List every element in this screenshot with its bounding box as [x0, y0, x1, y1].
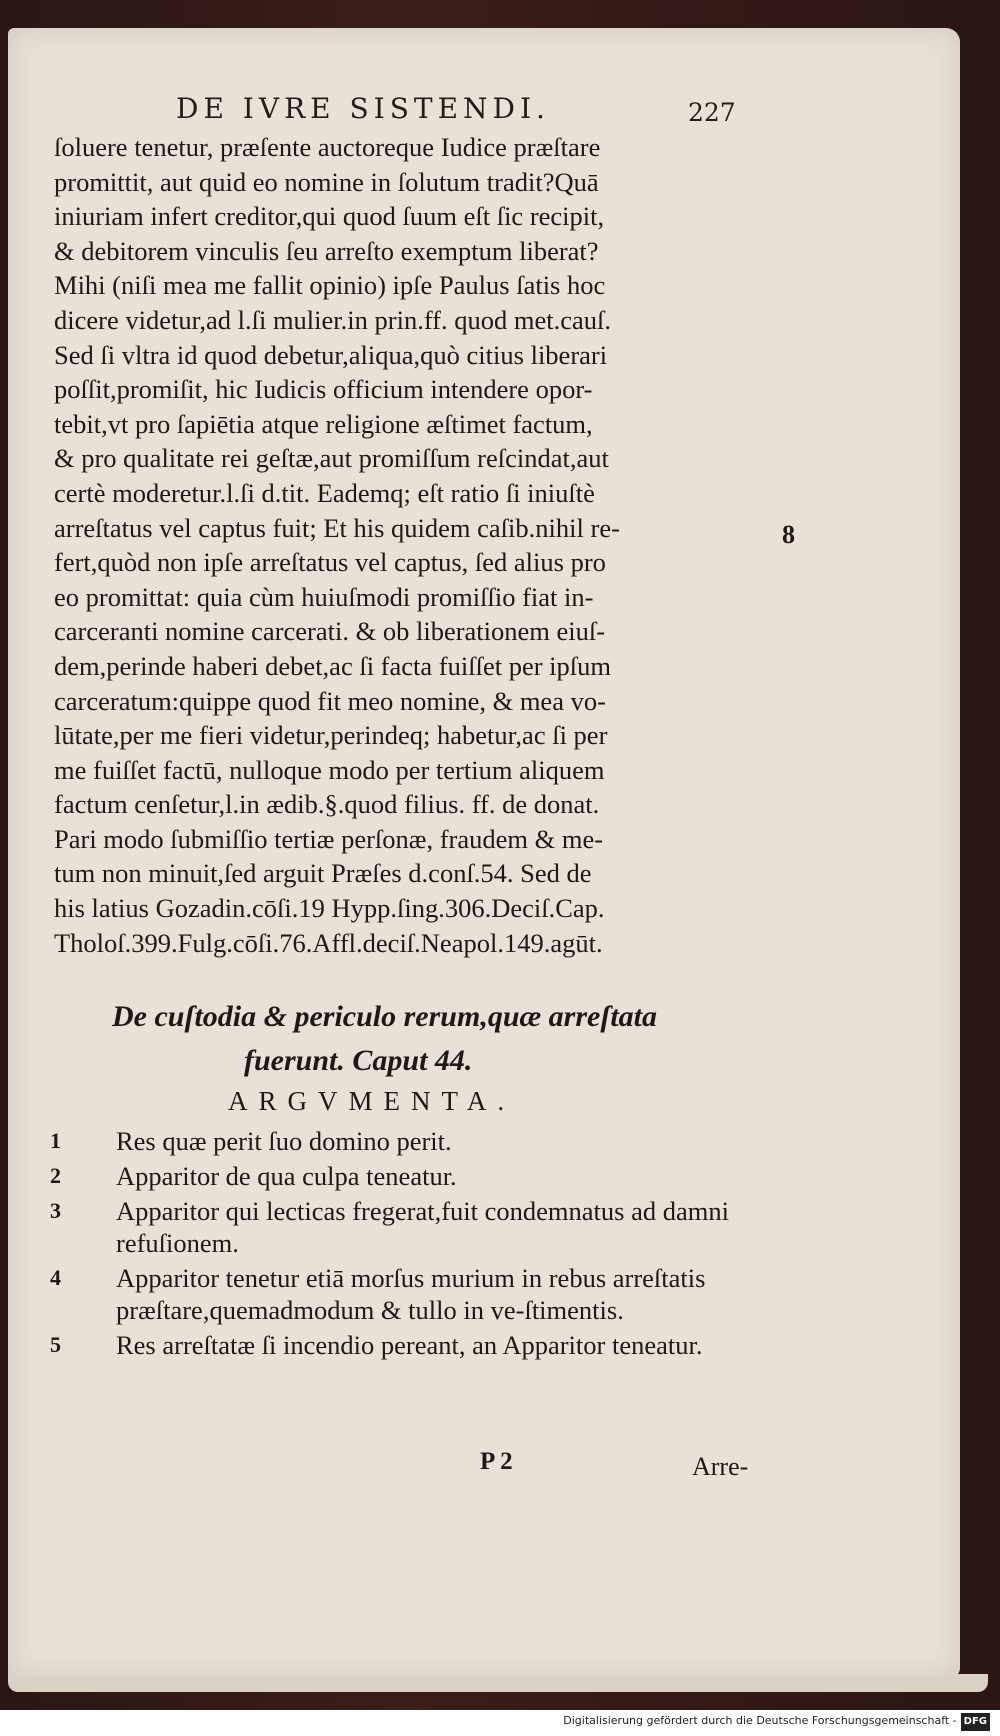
signature-mark: P 2: [480, 1448, 513, 1475]
digitization-credit: [0, 1712, 990, 1731]
body-line: Mihi (niſi mea me fallit opinio) ipſe Paulus ſatis hoc: [54, 270, 606, 301]
body-line: certè moderetur.l.ſi d.tit. Eademq; eſt ratio ſi iniuſtè: [54, 477, 595, 508]
argument-item: [50, 1125, 770, 1157]
catchword: Arre-: [692, 1452, 749, 1481]
argument-item: [50, 1329, 770, 1361]
body-line: & pro qualitate rei geſtæ,aut promiſſum reſcindat,aut: [54, 443, 609, 474]
argument-number: 4: [50, 1265, 61, 1290]
arguments-list: [50, 1125, 770, 1364]
body-line: iniuriam infert creditor,qui quod ſuum eſt ſic recipit,: [54, 201, 605, 232]
body-line: me fuiſſet factū, nulloque modo per tertium aliquem: [54, 754, 605, 785]
argument-number: 2: [50, 1163, 61, 1188]
body-line: promittit, aut quid eo nomine in ſolutum tradit?Quā: [54, 166, 599, 197]
credit-text: Digitalisierung gefördert durch die Deutsche Forschungsgemeinschaft -: [563, 1714, 957, 1727]
argument-item: [50, 1195, 770, 1259]
body-line: lūtate,per me fieri videtur,perindeq; habetur,ac ſi per: [54, 720, 608, 751]
body-line: dem,perinde haberi debet,ac ſi facta fuiſſet per ipſum: [54, 650, 611, 681]
body-line: factum cenſetur,l.in ædib.§.quod filius. ff. de donat.: [54, 789, 600, 820]
body-line: carceratum:quippe quod fit meo nomine, & mea vo-: [54, 685, 606, 716]
chapter-title-line: De cuſtodia & periculo rerum,quæ arreſtata: [112, 1000, 657, 1033]
body-line: his latius Gozadin.cōſi.19 Hypp.ſing.306.Deciſ.Cap.: [54, 893, 605, 924]
body-line: carceranti nomine carcerati. & ob liberationem eiuſ-: [54, 616, 606, 647]
body-line: fert,quòd non ipſe arreſtatus vel captus, ſed alius pro: [54, 547, 606, 578]
body-text: [54, 130, 764, 960]
argument-text: Res arreſtatæ ſi incendio pereant, an Apparitor teneatur.: [116, 1330, 703, 1360]
arguments-heading: ARGVMENTA.: [228, 1086, 516, 1116]
argument-number: 3: [50, 1198, 61, 1223]
argument-text: Apparitor qui lecticas fregerat,fuit condemnatus ad damni refuſionem.: [116, 1196, 729, 1258]
body-line: Tholoſ.399.Fulg.cōſi.76.Affl.deciſ.Neapol.149.agūt.: [54, 927, 603, 958]
argument-item: [50, 1262, 770, 1326]
body-line: tum non minuit,ſed arguit Præſes d.conſ.54. Sed de: [54, 858, 592, 889]
chapter-title-line: fuerunt. Caput 44.: [244, 1044, 473, 1077]
body-line: arreſtatus vel captus fuit; Et his quidem caſib.nihil re-: [54, 512, 620, 543]
argument-number: 5: [50, 1332, 61, 1357]
body-line: ſoluere tenetur, præſente auctoreque Iudice præſtare: [54, 132, 601, 162]
body-line: Sed ſi vltra id quod debetur,aliqua,quò citius liberari: [54, 339, 608, 370]
body-line: poſſit,promiſit, hic Iudicis officium intendere opor-: [54, 374, 593, 405]
argument-number: 1: [50, 1128, 61, 1153]
page-number: 227: [688, 98, 736, 127]
body-line: Pari modo ſubmiſſio tertiæ perſonæ, fraudem & me-: [54, 823, 604, 854]
margin-number: 8: [782, 520, 795, 549]
body-line: & debitorem vinculis ſeu arreſto exemptum liberat?: [54, 235, 599, 266]
argument-text: Apparitor tenetur etiā morſus murium in rebus arreſtatis præſtare,quemadmodum & tullo in ve-ſtimentis.: [116, 1263, 706, 1325]
argument-text: Apparitor de qua culpa teneatur.: [116, 1161, 457, 1191]
argument-item: [50, 1160, 770, 1192]
body-line: eo promittat: quia cùm huiuſmodi promiſſio fiat in-: [54, 581, 594, 612]
dfg-logo: DFG: [961, 1713, 990, 1731]
running-head: DE IVRE SISTENDI.: [176, 92, 550, 125]
argument-text: Res quæ perit ſuo domino perit.: [116, 1126, 452, 1156]
chapter-title: [112, 995, 732, 1083]
body-line: dicere videtur,ad l.ſi mulier.in prin.ff. quod met.cauſ.: [54, 304, 612, 335]
body-line: tebit,vt pro ſapiētia atque religione æſtimet factum,: [54, 408, 593, 439]
